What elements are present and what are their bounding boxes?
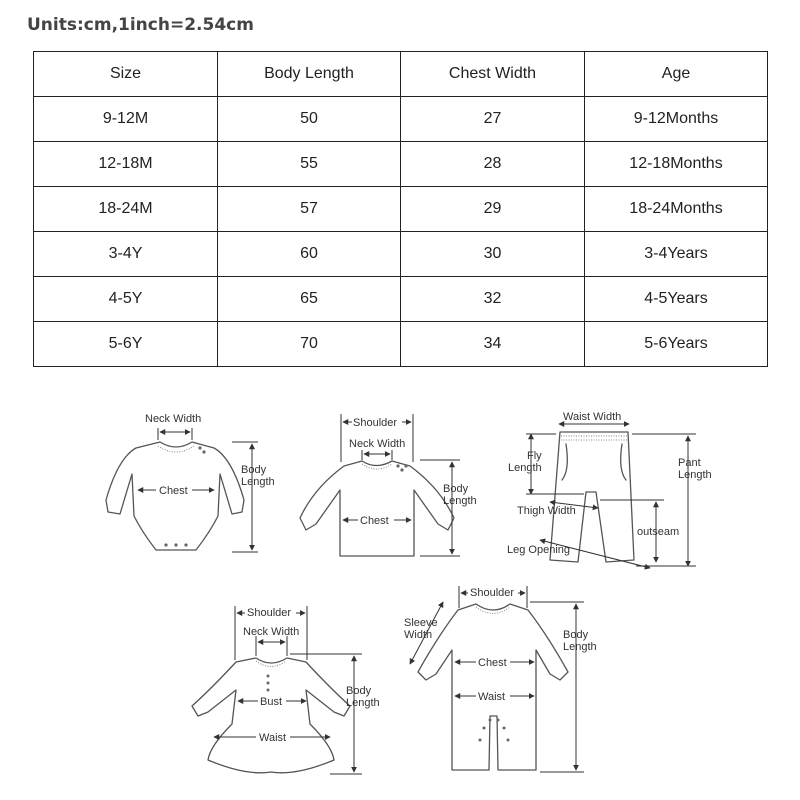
units-note: Units:cm,1inch=2.54cm bbox=[27, 15, 254, 35]
body-length-label: Body bbox=[346, 685, 372, 697]
table-cell: 4-5Y bbox=[34, 277, 218, 322]
chest-label: Chest bbox=[478, 657, 507, 669]
table-cell: 34 bbox=[401, 322, 585, 367]
header-cell: Size bbox=[34, 52, 218, 97]
body-length-label: Body bbox=[241, 464, 267, 476]
neck-width-label: Neck Width bbox=[243, 626, 300, 638]
sleeve-width-label: Width bbox=[404, 629, 433, 641]
table-cell: 65 bbox=[218, 277, 401, 322]
top-diagram bbox=[300, 414, 477, 556]
table-cell: 70 bbox=[218, 322, 401, 367]
dress-diagram bbox=[192, 606, 380, 774]
size-chart-table bbox=[33, 51, 768, 367]
body-length-label: Length bbox=[443, 495, 477, 507]
bust-label: Bust bbox=[260, 696, 283, 708]
fly-length-label: Fly bbox=[527, 450, 542, 462]
table-cell: 12-18Months bbox=[585, 142, 768, 187]
table-cell: 55 bbox=[218, 142, 401, 187]
shoulder-label: Shoulder bbox=[353, 417, 398, 429]
body-length-label: Length bbox=[241, 476, 275, 488]
table-cell: 18-24M bbox=[34, 187, 218, 232]
table-cell: 5-6Y bbox=[34, 322, 218, 367]
jumpsuit-diagram bbox=[404, 586, 597, 772]
thigh-width-label: Thigh Width bbox=[517, 505, 576, 517]
pants-diagram bbox=[507, 411, 712, 568]
header-cell: Age bbox=[585, 52, 768, 97]
body-length-label: Body bbox=[563, 629, 589, 641]
table-row bbox=[34, 322, 768, 367]
body-length-label: Body bbox=[443, 483, 469, 495]
shoulder-label: Shoulder bbox=[247, 607, 292, 619]
neck-width-label: Neck Width bbox=[145, 413, 202, 425]
waist-label: Waist bbox=[259, 732, 287, 744]
body-length-label: Length bbox=[346, 697, 380, 709]
fly-length-label: Length bbox=[508, 462, 542, 474]
table-row bbox=[34, 277, 768, 322]
neck-width-label: Neck Width bbox=[349, 438, 406, 450]
chest-label: Chest bbox=[360, 515, 389, 527]
table-cell: 32 bbox=[401, 277, 585, 322]
sleeve-width-label: Sleeve bbox=[404, 617, 438, 629]
pant-length-label: Pant bbox=[678, 457, 701, 469]
table-cell: 18-24Months bbox=[585, 187, 768, 232]
table-row bbox=[34, 97, 768, 142]
romper-diagram bbox=[106, 413, 275, 552]
table-cell: 30 bbox=[401, 232, 585, 277]
pant-length-label: Length bbox=[678, 469, 712, 481]
shoulder-label: Shoulder bbox=[470, 587, 515, 599]
table-cell: 3-4Y bbox=[34, 232, 218, 277]
outseam-label: outseam bbox=[637, 526, 680, 538]
table-cell: 50 bbox=[218, 97, 401, 142]
table-cell: 27 bbox=[401, 97, 585, 142]
header-cell: Chest Width bbox=[401, 52, 585, 97]
table-cell: 5-6Years bbox=[585, 322, 768, 367]
table-cell: 29 bbox=[401, 187, 585, 232]
table-cell: 9-12Months bbox=[585, 97, 768, 142]
leg-opening-label: Leg Opening bbox=[507, 544, 570, 556]
table-cell: 57 bbox=[218, 187, 401, 232]
top-outline bbox=[300, 461, 454, 556]
table-cell: 9-12M bbox=[34, 97, 218, 142]
table-cell: 28 bbox=[401, 142, 585, 187]
table-cell: 4-5Years bbox=[585, 277, 768, 322]
table-cell: 60 bbox=[218, 232, 401, 277]
table-cell: 12-18M bbox=[34, 142, 218, 187]
table-row bbox=[34, 142, 768, 187]
dress-outline bbox=[192, 658, 350, 773]
jumpsuit-outline bbox=[418, 604, 568, 770]
measurement-diagrams bbox=[0, 380, 800, 800]
table-row bbox=[34, 187, 768, 232]
chest-label: Chest bbox=[159, 485, 188, 497]
waist-width-label: Waist Width bbox=[563, 411, 622, 423]
table-cell: 3-4Years bbox=[585, 232, 768, 277]
header-cell: Body Length bbox=[218, 52, 401, 97]
body-length-label: Length bbox=[563, 641, 597, 653]
table-header-row bbox=[34, 52, 768, 97]
waist-label: Waist bbox=[478, 691, 506, 703]
table-row bbox=[34, 232, 768, 277]
